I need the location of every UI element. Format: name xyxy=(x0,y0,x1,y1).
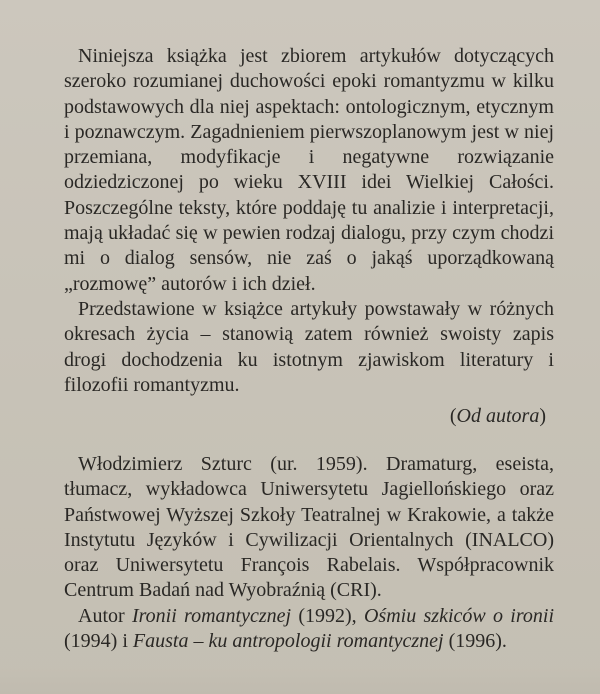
work-year: (1992), xyxy=(291,604,364,627)
work-year: (1994) i xyxy=(64,630,133,653)
blurb-paragraph: Niniejsza książka jest zbiorem artykułów dotyczących szeroko rozumianej duchowości epoki romantyzmu w kilku podstawowych dla niej aspektach: ontologicznym, etycznym i poznawczym. Zagadnieniem pierwszoplanowym jest w niej przemiana, modyfikacje i negatywne rozwiązanie odziedziczonej po wieku XVIII idei Wielkiej Całości. Poszczególne teksty, które poddaję tu analizie i interpretacji, mają układać się w pewien rodzaj dialogu, przy czym chodzi mi o dialog sensów, nie zaś o jakąś uporządkowaną „rozmowę” autorów i ich dzieł. xyxy=(64,45,554,295)
works-intro: Autor xyxy=(78,604,132,627)
bio-works-paragraph xyxy=(64,604,554,655)
work-title: Ośmiu szkiców o ironii xyxy=(363,604,555,627)
publisher-blurb xyxy=(64,44,554,429)
author-bio xyxy=(64,452,554,654)
work-title: Fausta – ku antropologii romantycznej xyxy=(132,630,444,653)
bio-paragraph: Włodzimierz Szturc (ur. 1959). Dramaturg, eseista, tłumacz, wykładowca Uniwersytetu Jagiellońskiego oraz Państwowej Wyższej Szkoły Teatralnej w Krakowie, a także Instytutu Języków i Cywilizacji Orientalnych (INALCO) oraz Uniwersytetu François Rabelais. Współpracownik Centrum Badań nad Wyobraźnią (CRI). xyxy=(64,453,554,602)
work-title: Ironii romantycznej xyxy=(131,604,292,627)
page-shadow xyxy=(0,666,600,694)
attribution-text: Od autora xyxy=(456,405,540,428)
attribution-paren-open: ( xyxy=(449,405,457,428)
blurb-attribution xyxy=(64,404,554,429)
blurb-paragraph: Przedstawione w książce artykuły powstawały w różnych okresach życia – stanowią zatem również swoisty zapis drogi dochodzenia ku istotnym zjawiskom literatury i filozofii romantyzmu. xyxy=(64,297,554,396)
attribution-paren-close: ) xyxy=(539,405,546,428)
work-year: (1996). xyxy=(443,630,507,653)
